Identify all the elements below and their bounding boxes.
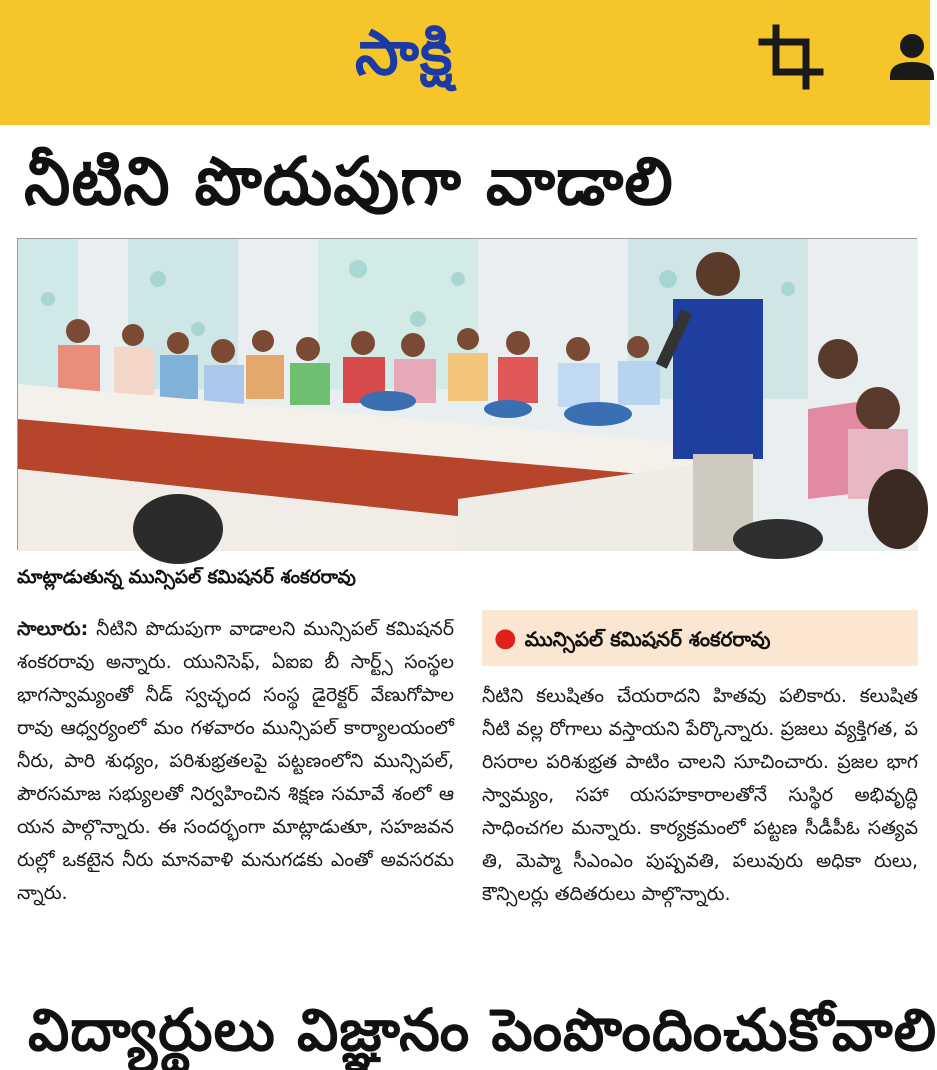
user-icon-graphic xyxy=(886,28,930,88)
article-headline: నీటిని పొదుపుగా వాడాలి xyxy=(24,143,674,220)
crop-icon-graphic xyxy=(758,24,824,90)
highlight-box xyxy=(482,610,918,666)
bullet-icon: ● xyxy=(494,623,517,653)
article-column-right: నీటిని కలుషితం చేయరాదని హితవు పలికారు. కలుషిత నీటి వల్ల రోగాలు వస్తాయని పేర్కొన్నారు. ప్రజలు వ్యక్తిగత, పరిసరాల పరిశుభ్రత పాటిం చాలని సూచించారు. ప్రజల భాగస్వామ్యం, సహా యసహకారాలతోనే సుస్థిర అభివృద్ధి సాధించగల మన్నారు. కార్యక్రమంలో పట్టణ సీడీపీఓ సత్యవ తి, మెప్మా సీఎంఎం పుష్పవతి, పలువురు అధికా రులు, కౌన్సిలర్లు తదితరులు పాల్గొన్నారు. xyxy=(482,685,918,905)
app-header xyxy=(0,0,930,125)
article-column-left xyxy=(17,613,454,958)
next-headline-text: విద్యార్థులు విజ్ఞానం పెంపొందించుకోవాలి xyxy=(28,996,937,1064)
user-icon[interactable] xyxy=(886,28,930,88)
next-article-headline xyxy=(28,990,937,1064)
crop-icon[interactable] xyxy=(758,24,824,90)
article-photo xyxy=(17,238,917,550)
highlight-text: మున్సిపల్ కమిషనర్ శంకరరావు xyxy=(524,627,771,651)
photo-caption: మాట్లాడుతున్న మున్సిపల్ కమిషనర్ శంకరరావు xyxy=(17,567,356,588)
brand-logo: సాక్షి xyxy=(355,16,454,89)
dateline: సాలూరు: xyxy=(17,618,89,640)
left-column-text: నీటిని పొదుపుగా వాడాలని మున్సిపల్ కమిషనర్ శంకరరావు అన్నారు. యునిసెఫ్, ఏఐఐ బీ సార్ట్స్ సంస్థల భాగస్వామ్యంతో నీడ్ స్వచ్ఛంద సంస్థ డైరెక్టర్ వేణుగోపాలరావు ఆధ్వర్యంలో మం గళవారం మున్సిపల్ కార్యాలయంలో నీరు, పారి శుధ్యం, పరిశుభ్రతలపై పట్టణంలోని మున్సిపల్, పౌరసమాజ సభ్యులతో నిర్వహించిన శిక్షణ సమావే శంలో ఆయన పాల్గొన్నారు. ఈ సందర్భంగా మాట్లాడుతూ, సహజవనరుల్లో ఒకటైన నీరు మానవాళి మనుగడకు ఎంతో అవసరమన్నారు. xyxy=(17,618,454,904)
